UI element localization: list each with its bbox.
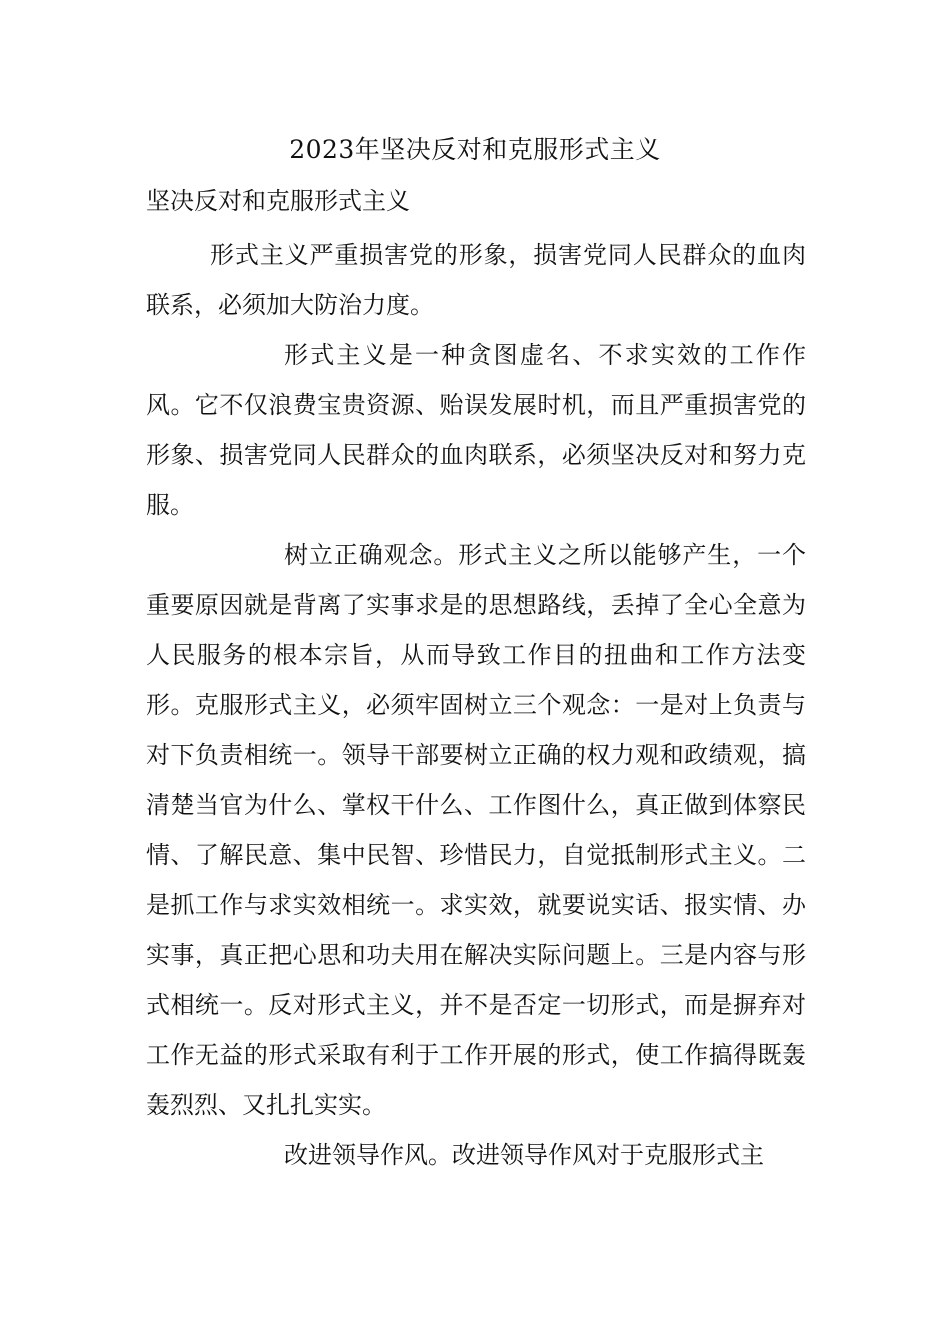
paragraph-intro: 形式主义严重损害党的形象，损害党同人民群众的血肉联系，必须加大防治力度。 <box>146 241 806 319</box>
paragraph-definition: 形式主义是一种贪图虚名、不求实效的工作作风。它不仅浪费宝贵资源、贻误发展时机，而且严重损害党的形象、损害党同人民群众的血肉联系，必须坚决反对和努力克服。 <box>146 341 806 519</box>
document-title: 2023年坚决反对和克服形式主义 <box>289 135 661 164</box>
document-body <box>146 230 806 1180</box>
paragraph-leadership-style: 改进领导作风。改进领导作风对于克服形式主 <box>284 1141 764 1169</box>
paragraph-correct-concepts: 树立正确观念。形式主义之所以能够产生，一个重要原因就是背离了实事求是的思想路线，丢掉了全心全意为人民服务的根本宗旨，从而导致工作目的扭曲和工作方法变形。克服形式主义，必须牢固树立三个观念：一是对上负责与对下负责相统一。领导干部要树立正确的权力观和政绩观，搞清楚当官为什么、掌权干什么、工作图什么，真正做到体察民情、了解民意、集中民智、珍惜民力，自觉抵制形式主义。二是抓工作与求实效相统一。求实效，就要说实话、报实情、办实事，真正把心思和功夫用在解决实际问题上。三是内容与形式相统一。反对形式主义，并不是否定一切形式，而是摒弃对工作无益的形式采取有利于工作开展的形式，使工作搞得既轰轰烈烈、又扎扎实实。 <box>146 541 806 1119</box>
document-subtitle: 坚决反对和克服形式主义 <box>146 187 410 215</box>
